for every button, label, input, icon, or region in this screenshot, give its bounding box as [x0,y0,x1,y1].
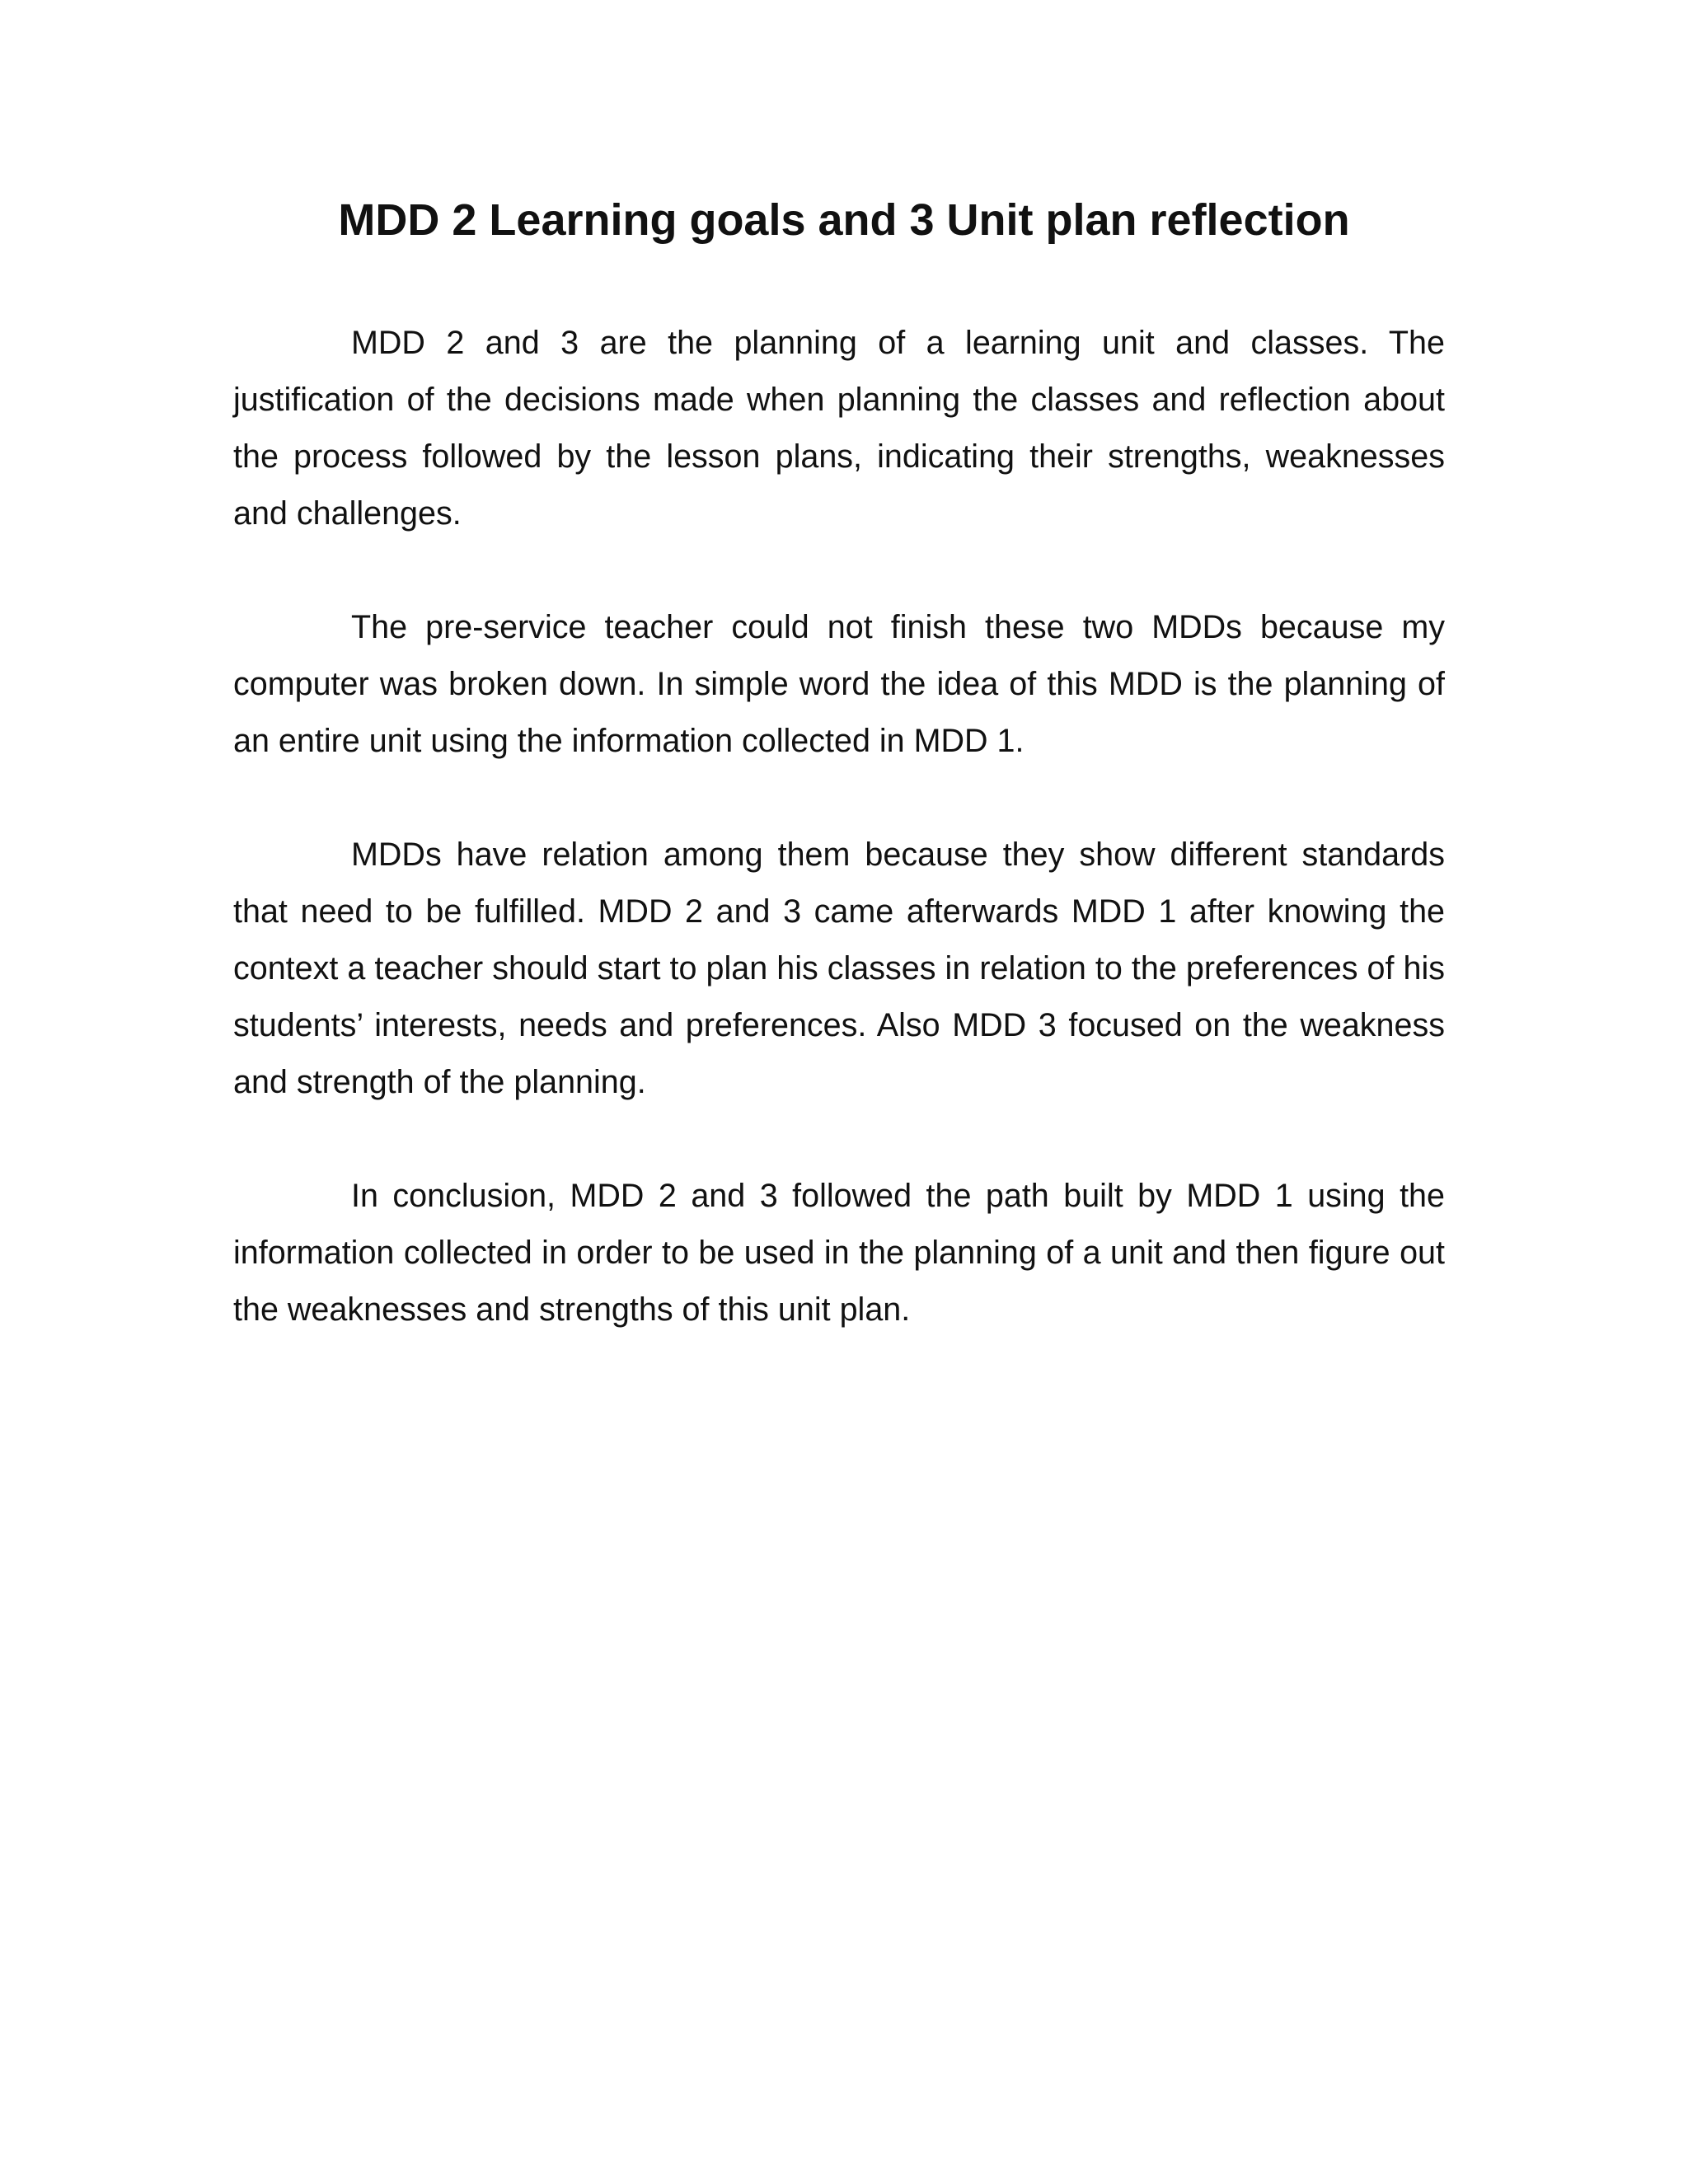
paragraph-3: MDDs have relation among them because they show different standards that need to be fulfilled. MDD 2 and 3 came afterwards MDD 1 after knowing the context a teacher should start to plan his classes in relation to the preferences of his students’ interests, needs and preferences. Also MDD 3 focused on the weakness and strength of the planning. [233,837,1445,1100]
document-title: MDD 2 Learning goals and 3 Unit plan reflection [338,195,1350,245]
paragraph-4: In conclusion, MDD 2 and 3 followed the path built by MDD 1 using the information collected in order to be used in the planning of a unit and then figure out the weaknesses and strengths of this unit plan. [233,1178,1445,1328]
document-body [233,315,1445,1395]
paragraph-1: MDD 2 and 3 are the planning of a learning unit and classes. The justification of the decisions made when planning the classes and reflection about the process followed by the lesson plans, indicating their strengths, weaknesses and challenges. [233,325,1445,532]
paragraph-2: The pre-service teacher could not finish these two MDDs because my computer was broken down. In simple word the idea of this MDD is the planning of an entire unit using the information collected in MDD 1. [233,609,1445,759]
